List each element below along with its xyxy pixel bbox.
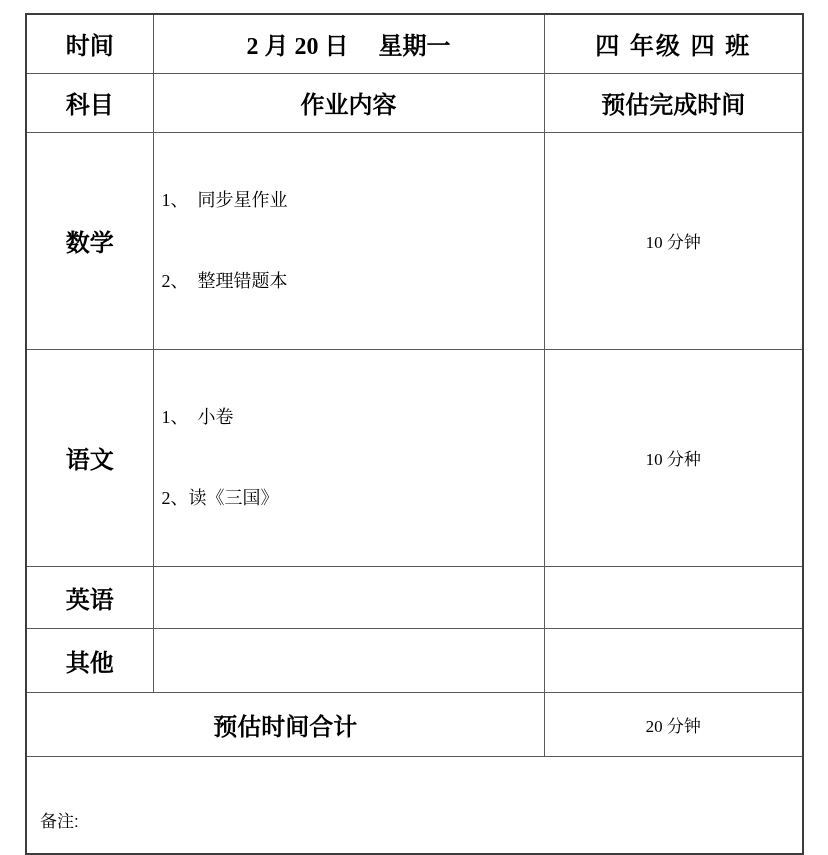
estimated-time-cell xyxy=(544,566,803,628)
table-row-english xyxy=(26,566,803,628)
table-row-total xyxy=(26,692,803,756)
content-header-cell: 作业内容 xyxy=(153,73,544,132)
homework-content-cell xyxy=(153,628,544,692)
homework-line: 1、 同步星作业 xyxy=(161,189,288,210)
homework-table xyxy=(25,13,804,855)
table-row-note xyxy=(26,756,803,854)
subject-name-cell: 英语 xyxy=(26,566,153,628)
homework-content-cell xyxy=(153,132,544,349)
estimate-header-cell: 预估完成时间 xyxy=(544,73,803,132)
date-cell: 2 月 20 日 星期一 xyxy=(153,14,544,73)
subject-name-cell: 数学 xyxy=(26,132,153,349)
subject-name-cell: 语文 xyxy=(26,349,153,566)
subject-header-cell: 科目 xyxy=(26,73,153,132)
estimated-time-cell xyxy=(544,628,803,692)
table-row-time xyxy=(26,14,803,73)
total-time-cell: 20 分钟 xyxy=(544,692,803,756)
homework-line: 2、读《三国》 xyxy=(161,487,279,508)
table-row-other xyxy=(26,628,803,692)
homework-line: 1、 小卷 xyxy=(161,406,234,427)
table-row-chinese xyxy=(26,349,803,566)
table-row-math xyxy=(26,132,803,349)
class-cell: 四 年级 四 班 xyxy=(544,14,803,73)
estimated-time-cell: 10 分种 xyxy=(544,349,803,566)
note-cell: 备注: xyxy=(26,756,803,854)
time-label-cell: 时间 xyxy=(26,14,153,73)
homework-content-cell xyxy=(153,566,544,628)
total-label-cell: 预估时间合计 xyxy=(26,692,544,756)
homework-line: 2、 整理错题本 xyxy=(161,270,288,291)
table-row-header xyxy=(26,73,803,132)
estimated-time-cell: 10 分钟 xyxy=(544,132,803,349)
homework-content-cell xyxy=(153,349,544,566)
subject-name-cell: 其他 xyxy=(26,628,153,692)
